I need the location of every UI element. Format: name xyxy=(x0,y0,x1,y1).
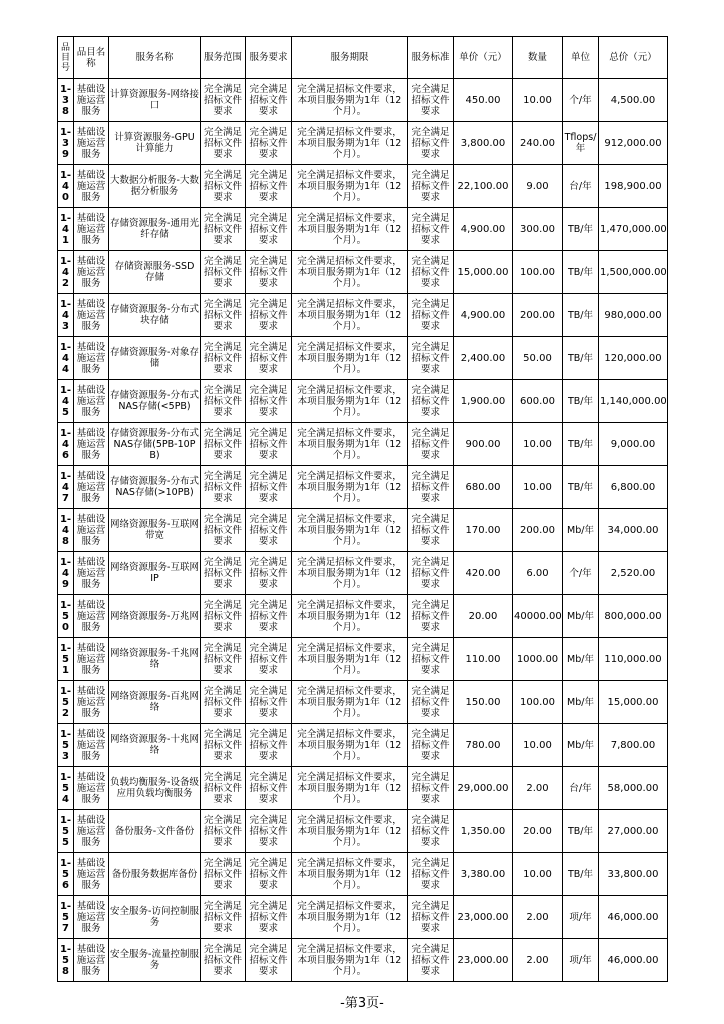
row-service-name: 存储资源服务-分布式NAS存储(<5PB) xyxy=(109,380,201,423)
row-requirement: 完全满足招标文件要求 xyxy=(246,767,292,810)
row-service-name: 备份服务-文件备份 xyxy=(109,810,201,853)
row-standard: 完全满足招标文件要求 xyxy=(408,251,454,294)
row-requirement: 完全满足招标文件要求 xyxy=(246,466,292,509)
table-row xyxy=(58,208,668,251)
row-standard: 完全满足招标文件要求 xyxy=(408,810,454,853)
row-unit: Mb/年 xyxy=(563,724,599,767)
row-category: 基础设施运营服务 xyxy=(74,853,109,896)
row-requirement: 完全满足招标文件要求 xyxy=(246,122,292,165)
row-unit-price: 20.00 xyxy=(454,595,513,638)
row-total: 4,500.00 xyxy=(599,79,668,122)
row-standard: 完全满足招标文件要求 xyxy=(408,466,454,509)
row-requirement: 完全满足招标文件要求 xyxy=(246,208,292,251)
row-service-name: 安全服务-流量控制服务 xyxy=(109,939,201,982)
row-quantity: 2.00 xyxy=(513,767,563,810)
table-row xyxy=(58,509,668,552)
row-total: 800,000.00 xyxy=(599,595,668,638)
row-period: 完全满足招标文件要求，本项目服务期为1年（12个月）。 xyxy=(292,79,408,122)
header-unit-price: 单价（元） xyxy=(454,37,513,79)
header-period: 服务期限 xyxy=(292,37,408,79)
header-standard: 服务标准 xyxy=(408,37,454,79)
row-scope: 完全满足招标文件要求 xyxy=(201,552,246,595)
table-row xyxy=(58,380,668,423)
row-number: 1-55 xyxy=(58,810,74,853)
row-total: 58,000.00 xyxy=(599,767,668,810)
row-quantity: 10.00 xyxy=(513,466,563,509)
row-requirement: 完全满足招标文件要求 xyxy=(246,509,292,552)
row-unit-price: 15,000.00 xyxy=(454,251,513,294)
row-category: 基础设施运营服务 xyxy=(74,681,109,724)
row-standard: 完全满足招标文件要求 xyxy=(408,122,454,165)
row-quantity: 200.00 xyxy=(513,294,563,337)
row-requirement: 完全满足招标文件要求 xyxy=(246,810,292,853)
row-number: 1-47 xyxy=(58,466,74,509)
row-total: 46,000.00 xyxy=(599,896,668,939)
table-row xyxy=(58,79,668,122)
row-period: 完全满足招标文件要求，本项目服务期为1年（12个月）。 xyxy=(292,724,408,767)
row-total: 7,800.00 xyxy=(599,724,668,767)
row-number: 1-52 xyxy=(58,681,74,724)
row-number: 1-41 xyxy=(58,208,74,251)
row-requirement: 完全满足招标文件要求 xyxy=(246,79,292,122)
row-unit-price: 3,800.00 xyxy=(454,122,513,165)
row-standard: 完全满足招标文件要求 xyxy=(408,294,454,337)
row-unit-price: 23,000.00 xyxy=(454,939,513,982)
row-total: 6,800.00 xyxy=(599,466,668,509)
row-period: 完全满足招标文件要求，本项目服务期为1年（12个月）。 xyxy=(292,552,408,595)
row-quantity: 10.00 xyxy=(513,79,563,122)
row-number: 1-48 xyxy=(58,509,74,552)
row-standard: 完全满足招标文件要求 xyxy=(408,638,454,681)
row-quantity: 20.00 xyxy=(513,810,563,853)
row-unit-price: 4,900.00 xyxy=(454,208,513,251)
row-service-name: 安全服务-访问控制服务 xyxy=(109,896,201,939)
row-scope: 完全满足招标文件要求 xyxy=(201,423,246,466)
row-period: 完全满足招标文件要求，本项目服务期为1年（12个月）。 xyxy=(292,595,408,638)
row-standard: 完全满足招标文件要求 xyxy=(408,79,454,122)
row-scope: 完全满足招标文件要求 xyxy=(201,337,246,380)
row-quantity: 600.00 xyxy=(513,380,563,423)
row-scope: 完全满足招标文件要求 xyxy=(201,251,246,294)
row-total: 198,900.00 xyxy=(599,165,668,208)
row-number: 1-49 xyxy=(58,552,74,595)
row-quantity: 10.00 xyxy=(513,423,563,466)
row-unit: TB/年 xyxy=(563,380,599,423)
table-row xyxy=(58,337,668,380)
table-row xyxy=(58,466,668,509)
row-period: 完全满足招标文件要求，本项目服务期为1年（12个月）。 xyxy=(292,939,408,982)
pricing-sheet xyxy=(57,36,667,982)
row-service-name: 存储资源服务-对象存储 xyxy=(109,337,201,380)
row-category: 基础设施运营服务 xyxy=(74,724,109,767)
row-service-name: 存储资源服务-分布式NAS存储(5PB-10PB) xyxy=(109,423,201,466)
header-unit: 单位 xyxy=(563,37,599,79)
row-period: 完全满足招标文件要求，本项目服务期为1年（12个月）。 xyxy=(292,853,408,896)
row-period: 完全满足招标文件要求，本项目服务期为1年（12个月）。 xyxy=(292,767,408,810)
row-requirement: 完全满足招标文件要求 xyxy=(246,638,292,681)
row-quantity: 1000.00 xyxy=(513,638,563,681)
row-category: 基础设施运营服务 xyxy=(74,595,109,638)
row-scope: 完全满足招标文件要求 xyxy=(201,595,246,638)
table-row xyxy=(58,595,668,638)
row-category: 基础设施运营服务 xyxy=(74,423,109,466)
row-unit: 个/年 xyxy=(563,552,599,595)
header-scope: 服务范围 xyxy=(201,37,246,79)
row-unit-price: 2,400.00 xyxy=(454,337,513,380)
row-scope: 完全满足招标文件要求 xyxy=(201,767,246,810)
row-category: 基础设施运营服务 xyxy=(74,939,109,982)
row-category: 基础设施运营服务 xyxy=(74,896,109,939)
row-number: 1-42 xyxy=(58,251,74,294)
row-category: 基础设施运营服务 xyxy=(74,294,109,337)
row-service-name: 大数据分析服务-大数据分析服务 xyxy=(109,165,201,208)
row-period: 完全满足招标文件要求，本项目服务期为1年（12个月）。 xyxy=(292,208,408,251)
row-service-name: 网络资源服务-十兆网络 xyxy=(109,724,201,767)
service-price-table xyxy=(57,36,668,982)
row-scope: 完全满足招标文件要求 xyxy=(201,939,246,982)
row-standard: 完全满足招标文件要求 xyxy=(408,208,454,251)
row-scope: 完全满足招标文件要求 xyxy=(201,122,246,165)
row-quantity: 100.00 xyxy=(513,251,563,294)
row-unit: TB/年 xyxy=(563,810,599,853)
row-requirement: 完全满足招标文件要求 xyxy=(246,724,292,767)
row-unit-price: 29,000.00 xyxy=(454,767,513,810)
row-service-name: 存储资源服务-SSD存储 xyxy=(109,251,201,294)
row-quantity: 300.00 xyxy=(513,208,563,251)
table-row xyxy=(58,724,668,767)
row-requirement: 完全满足招标文件要求 xyxy=(246,251,292,294)
row-unit-price: 420.00 xyxy=(454,552,513,595)
table-row xyxy=(58,853,668,896)
row-total: 1,470,000.00 xyxy=(599,208,668,251)
row-category: 基础设施运营服务 xyxy=(74,810,109,853)
row-standard: 完全满足招标文件要求 xyxy=(408,337,454,380)
row-category: 基础设施运营服务 xyxy=(74,251,109,294)
row-quantity: 2.00 xyxy=(513,939,563,982)
row-unit-price: 780.00 xyxy=(454,724,513,767)
table-row xyxy=(58,638,668,681)
row-standard: 完全满足招标文件要求 xyxy=(408,552,454,595)
row-category: 基础设施运营服务 xyxy=(74,466,109,509)
table-row xyxy=(58,122,668,165)
row-unit-price: 150.00 xyxy=(454,681,513,724)
row-unit-price: 3,380.00 xyxy=(454,853,513,896)
row-standard: 完全满足招标文件要求 xyxy=(408,767,454,810)
row-requirement: 完全满足招标文件要求 xyxy=(246,165,292,208)
row-scope: 完全满足招标文件要求 xyxy=(201,724,246,767)
row-scope: 完全满足招标文件要求 xyxy=(201,896,246,939)
row-period: 完全满足招标文件要求，本项目服务期为1年（12个月）。 xyxy=(292,337,408,380)
row-standard: 完全满足招标文件要求 xyxy=(408,595,454,638)
row-category: 基础设施运营服务 xyxy=(74,208,109,251)
row-scope: 完全满足招标文件要求 xyxy=(201,208,246,251)
row-total: 33,800.00 xyxy=(599,853,668,896)
row-total: 2,520.00 xyxy=(599,552,668,595)
row-number: 1-46 xyxy=(58,423,74,466)
row-standard: 完全满足招标文件要求 xyxy=(408,423,454,466)
row-number: 1-38 xyxy=(58,79,74,122)
table-row xyxy=(58,767,668,810)
row-quantity: 40000.00 xyxy=(513,595,563,638)
row-requirement: 完全满足招标文件要求 xyxy=(246,294,292,337)
row-period: 完全满足招标文件要求，本项目服务期为1年（12个月）。 xyxy=(292,165,408,208)
row-number: 1-43 xyxy=(58,294,74,337)
row-category: 基础设施运营服务 xyxy=(74,165,109,208)
table-row xyxy=(58,165,668,208)
row-total: 912,000.00 xyxy=(599,122,668,165)
row-number: 1-56 xyxy=(58,853,74,896)
row-service-name: 负载均衡服务-设备级应用负载均衡服务 xyxy=(109,767,201,810)
table-header-row xyxy=(58,37,668,79)
row-service-name: 网络资源服务-互联网IP xyxy=(109,552,201,595)
row-scope: 完全满足招标文件要求 xyxy=(201,853,246,896)
row-quantity: 100.00 xyxy=(513,681,563,724)
row-quantity: 6.00 xyxy=(513,552,563,595)
row-unit-price: 1,350.00 xyxy=(454,810,513,853)
row-unit-price: 110.00 xyxy=(454,638,513,681)
row-total: 110,000.00 xyxy=(599,638,668,681)
row-category: 基础设施运营服务 xyxy=(74,509,109,552)
row-scope: 完全满足招标文件要求 xyxy=(201,810,246,853)
row-requirement: 完全满足招标文件要求 xyxy=(246,423,292,466)
row-requirement: 完全满足招标文件要求 xyxy=(246,337,292,380)
row-quantity: 240.00 xyxy=(513,122,563,165)
row-quantity: 9.00 xyxy=(513,165,563,208)
row-total: 9,000.00 xyxy=(599,423,668,466)
row-period: 完全满足招标文件要求，本项目服务期为1年（12个月）。 xyxy=(292,638,408,681)
row-period: 完全满足招标文件要求，本项目服务期为1年（12个月）。 xyxy=(292,251,408,294)
row-unit: 台/年 xyxy=(563,165,599,208)
row-scope: 完全满足招标文件要求 xyxy=(201,294,246,337)
row-requirement: 完全满足招标文件要求 xyxy=(246,896,292,939)
row-period: 完全满足招标文件要求，本项目服务期为1年（12个月）。 xyxy=(292,466,408,509)
row-requirement: 完全满足招标文件要求 xyxy=(246,681,292,724)
row-number: 1-50 xyxy=(58,595,74,638)
row-service-name: 网络资源服务-百兆网络 xyxy=(109,681,201,724)
page-number: -第3页- xyxy=(340,996,384,1011)
row-unit-price: 23,000.00 xyxy=(454,896,513,939)
row-total: 1,500,000.00 xyxy=(599,251,668,294)
row-category: 基础设施运营服务 xyxy=(74,767,109,810)
row-number: 1-58 xyxy=(58,939,74,982)
row-period: 完全满足招标文件要求，本项目服务期为1年（12个月）。 xyxy=(292,423,408,466)
table-row xyxy=(58,251,668,294)
row-standard: 完全满足招标文件要求 xyxy=(408,380,454,423)
row-standard: 完全满足招标文件要求 xyxy=(408,681,454,724)
row-quantity: 200.00 xyxy=(513,509,563,552)
row-quantity: 10.00 xyxy=(513,853,563,896)
table-row xyxy=(58,810,668,853)
row-unit: Mb/年 xyxy=(563,638,599,681)
row-service-name: 网络资源服务-万兆网 xyxy=(109,595,201,638)
row-service-name: 存储资源服务-分布式NAS存储(>10PB) xyxy=(109,466,201,509)
row-scope: 完全满足招标文件要求 xyxy=(201,638,246,681)
row-period: 完全满足招标文件要求，本项目服务期为1年（12个月）。 xyxy=(292,681,408,724)
row-scope: 完全满足招标文件要求 xyxy=(201,380,246,423)
row-unit-price: 22,100.00 xyxy=(454,165,513,208)
row-service-name: 计算资源服务-网络接口 xyxy=(109,79,201,122)
row-requirement: 完全满足招标文件要求 xyxy=(246,380,292,423)
row-total: 980,000.00 xyxy=(599,294,668,337)
header-qty: 数量 xyxy=(513,37,563,79)
row-standard: 完全满足招标文件要求 xyxy=(408,853,454,896)
row-unit: Mb/年 xyxy=(563,509,599,552)
row-total: 46,000.00 xyxy=(599,939,668,982)
table-row xyxy=(58,681,668,724)
row-unit: TB/年 xyxy=(563,423,599,466)
row-standard: 完全满足招标文件要求 xyxy=(408,165,454,208)
row-unit: Tflops/年 xyxy=(563,122,599,165)
row-unit-price: 4,900.00 xyxy=(454,294,513,337)
row-unit-price: 450.00 xyxy=(454,79,513,122)
row-number: 1-45 xyxy=(58,380,74,423)
row-unit: Mb/年 xyxy=(563,681,599,724)
row-number: 1-39 xyxy=(58,122,74,165)
row-total: 1,140,000.00 xyxy=(599,380,668,423)
row-unit: 项/年 xyxy=(563,896,599,939)
row-period: 完全满足招标文件要求，本项目服务期为1年（12个月）。 xyxy=(292,810,408,853)
header-no: 品目号 xyxy=(58,37,74,79)
row-number: 1-54 xyxy=(58,767,74,810)
row-number: 1-57 xyxy=(58,896,74,939)
row-quantity: 50.00 xyxy=(513,337,563,380)
row-scope: 完全满足招标文件要求 xyxy=(201,466,246,509)
row-unit-price: 900.00 xyxy=(454,423,513,466)
row-unit: TB/年 xyxy=(563,466,599,509)
row-number: 1-51 xyxy=(58,638,74,681)
row-unit: TB/年 xyxy=(563,208,599,251)
row-total: 120,000.00 xyxy=(599,337,668,380)
header-req: 服务要求 xyxy=(246,37,292,79)
row-requirement: 完全满足招标文件要求 xyxy=(246,853,292,896)
table-row xyxy=(58,294,668,337)
row-unit: Mb/年 xyxy=(563,595,599,638)
header-category: 品目名称 xyxy=(74,37,109,79)
row-scope: 完全满足招标文件要求 xyxy=(201,79,246,122)
row-unit-price: 1,900.00 xyxy=(454,380,513,423)
row-standard: 完全满足招标文件要求 xyxy=(408,896,454,939)
row-scope: 完全满足招标文件要求 xyxy=(201,509,246,552)
row-service-name: 网络资源服务-互联网带宽 xyxy=(109,509,201,552)
row-unit: 个/年 xyxy=(563,79,599,122)
row-period: 完全满足招标文件要求，本项目服务期为1年（12个月）。 xyxy=(292,509,408,552)
row-period: 完全满足招标文件要求，本项目服务期为1年（12个月）。 xyxy=(292,294,408,337)
row-unit-price: 170.00 xyxy=(454,509,513,552)
row-number: 1-53 xyxy=(58,724,74,767)
row-total: 27,000.00 xyxy=(599,810,668,853)
row-unit: TB/年 xyxy=(563,251,599,294)
table-row xyxy=(58,939,668,982)
row-category: 基础设施运营服务 xyxy=(74,552,109,595)
row-number: 1-44 xyxy=(58,337,74,380)
row-number: 1-40 xyxy=(58,165,74,208)
row-category: 基础设施运营服务 xyxy=(74,380,109,423)
row-unit: TB/年 xyxy=(563,337,599,380)
row-requirement: 完全满足招标文件要求 xyxy=(246,552,292,595)
header-name: 服务名称 xyxy=(109,37,201,79)
row-quantity: 10.00 xyxy=(513,724,563,767)
row-requirement: 完全满足招标文件要求 xyxy=(246,595,292,638)
row-service-name: 存储资源服务-分布式块存储 xyxy=(109,294,201,337)
row-service-name: 计算资源服务-GPU计算能力 xyxy=(109,122,201,165)
row-category: 基础设施运营服务 xyxy=(74,79,109,122)
table-row xyxy=(58,552,668,595)
table-row xyxy=(58,423,668,466)
row-standard: 完全满足招标文件要求 xyxy=(408,724,454,767)
row-period: 完全满足招标文件要求，本项目服务期为1年（12个月）。 xyxy=(292,896,408,939)
row-quantity: 2.00 xyxy=(513,896,563,939)
table-row xyxy=(58,896,668,939)
row-scope: 完全满足招标文件要求 xyxy=(201,681,246,724)
row-service-name: 网络资源服务-千兆网络 xyxy=(109,638,201,681)
row-scope: 完全满足招标文件要求 xyxy=(201,165,246,208)
header-total: 总价（元） xyxy=(599,37,668,79)
row-standard: 完全满足招标文件要求 xyxy=(408,939,454,982)
row-period: 完全满足招标文件要求，本项目服务期为1年（12个月）。 xyxy=(292,380,408,423)
row-category: 基础设施运营服务 xyxy=(74,122,109,165)
row-service-name: 备份服务数据库备份 xyxy=(109,853,201,896)
row-requirement: 完全满足招标文件要求 xyxy=(246,939,292,982)
row-unit: TB/年 xyxy=(563,294,599,337)
row-period: 完全满足招标文件要求，本项目服务期为1年（12个月）。 xyxy=(292,122,408,165)
row-standard: 完全满足招标文件要求 xyxy=(408,509,454,552)
row-service-name: 存储资源服务-通用光纤存储 xyxy=(109,208,201,251)
table-body xyxy=(58,79,668,982)
row-unit: 台/年 xyxy=(563,767,599,810)
row-unit: 项/年 xyxy=(563,939,599,982)
row-unit-price: 680.00 xyxy=(454,466,513,509)
row-category: 基础设施运营服务 xyxy=(74,337,109,380)
row-category: 基础设施运营服务 xyxy=(74,638,109,681)
row-total: 15,000.00 xyxy=(599,681,668,724)
row-unit: TB/年 xyxy=(563,853,599,896)
row-total: 34,000.00 xyxy=(599,509,668,552)
